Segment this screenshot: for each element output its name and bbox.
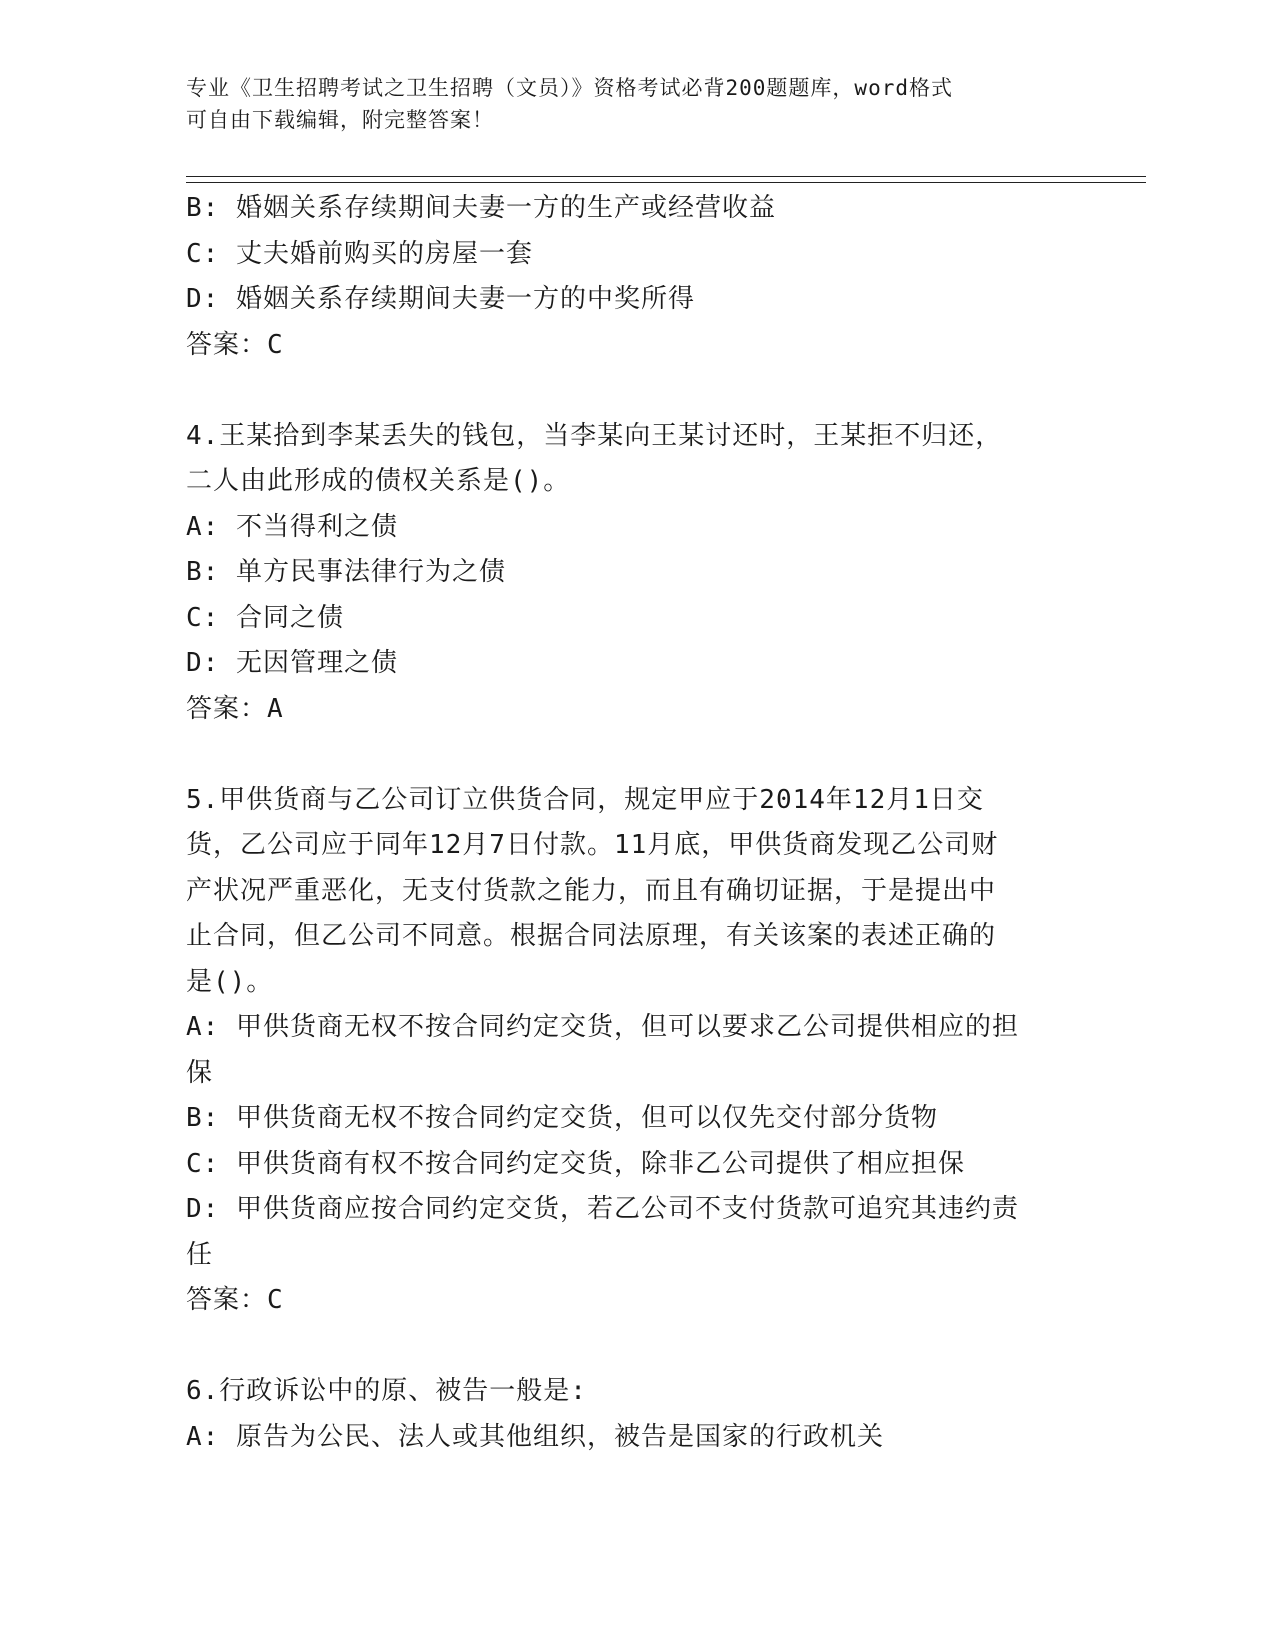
q4-stem-line2: 二人由此形成的债权关系是()。 [186, 466, 571, 496]
q4-option-d: D: 无因管理之债 [186, 648, 398, 678]
q5-option-c: C: 甲供货商有权不按合同约定交货，除非乙公司提供了相应担保 [186, 1148, 965, 1179]
question-content [186, 186, 1086, 1460]
q5-stem-line3: 产状况严重恶化，无支付货款之能力，而且有确切证据，于是提出中 [186, 875, 997, 906]
question-6 [186, 1369, 1086, 1460]
question-5 [186, 778, 1086, 1324]
q4-option-c: C: 合同之债 [186, 602, 344, 633]
q3-option-b: B: 婚姻关系存续期间夫妻一方的生产或经营收益 [186, 193, 776, 223]
header-title-line2: 可自由下载编辑，附完整答案！ [186, 108, 494, 132]
q6-stem-line1: 6.行政诉讼中的原、被告一般是: [186, 1376, 587, 1406]
q5-stem-line4: 止合同，但乙公司不同意。根据合同法原理，有关该案的表述正确的 [186, 921, 997, 951]
q6-option-a: A: 原告为公民、法人或其他组织，被告是国家的行政机关 [186, 1421, 884, 1452]
q5-option-a-line1: A: 甲供货商无权不按合同约定交货，但可以要求乙公司提供相应的担 [186, 1012, 1019, 1042]
q3-answer-value: C [267, 329, 284, 360]
q5-option-b: B: 甲供货商无权不按合同约定交货，但可以仅先交付部分货物 [186, 1103, 938, 1133]
header-divider [186, 176, 1146, 183]
q5-stem-line5: 是()。 [186, 966, 274, 997]
q4-answer-value: A [267, 693, 284, 724]
q5-option-d-line2: 任 [186, 1239, 214, 1270]
q5-answer-value: C [267, 1285, 284, 1315]
question-4 [186, 414, 1086, 733]
spacer [186, 1324, 1086, 1370]
spacer [186, 732, 1086, 778]
q4-answer [186, 687, 1086, 733]
q5-answer-label: 答案： [186, 1285, 268, 1315]
q4-answer-label: 答案： [186, 693, 268, 724]
page-header [186, 72, 1066, 136]
q3-answer [186, 323, 1086, 369]
spacer [186, 368, 1086, 414]
q4-option-a: A: 不当得利之债 [186, 511, 398, 542]
header-title-line1: 专业《卫生招聘考试之卫生招聘（文员）》资格考试必背200题题库，word格式 [186, 76, 953, 100]
q5-stem-line1: 5.甲供货商与乙公司订立供货合同，规定甲应于2014年12月1日交 [186, 784, 984, 815]
q5-option-a-line2: 保 [186, 1057, 214, 1088]
q4-stem-line1: 4.王某拾到李某丢失的钱包，当李某向王某讨还时，王某拒不归还， [186, 420, 1003, 451]
q3-answer-label: 答案： [186, 329, 268, 360]
q5-answer [186, 1278, 1086, 1324]
question-3-tail [186, 186, 1086, 368]
q3-option-c: C: 丈夫婚前购买的房屋一套 [186, 238, 533, 269]
q5-option-d-line1: D: 甲供货商应按合同约定交货，若乙公司不支付货款可追究其违约责 [186, 1194, 1019, 1224]
q3-option-d: D: 婚姻关系存续期间夫妻一方的中奖所得 [186, 284, 695, 314]
q5-stem-line2: 货，乙公司应于同年12月7日付款。11月底，甲供货商发现乙公司财 [186, 830, 999, 860]
q4-option-b: B: 单方民事法律行为之债 [186, 557, 506, 587]
